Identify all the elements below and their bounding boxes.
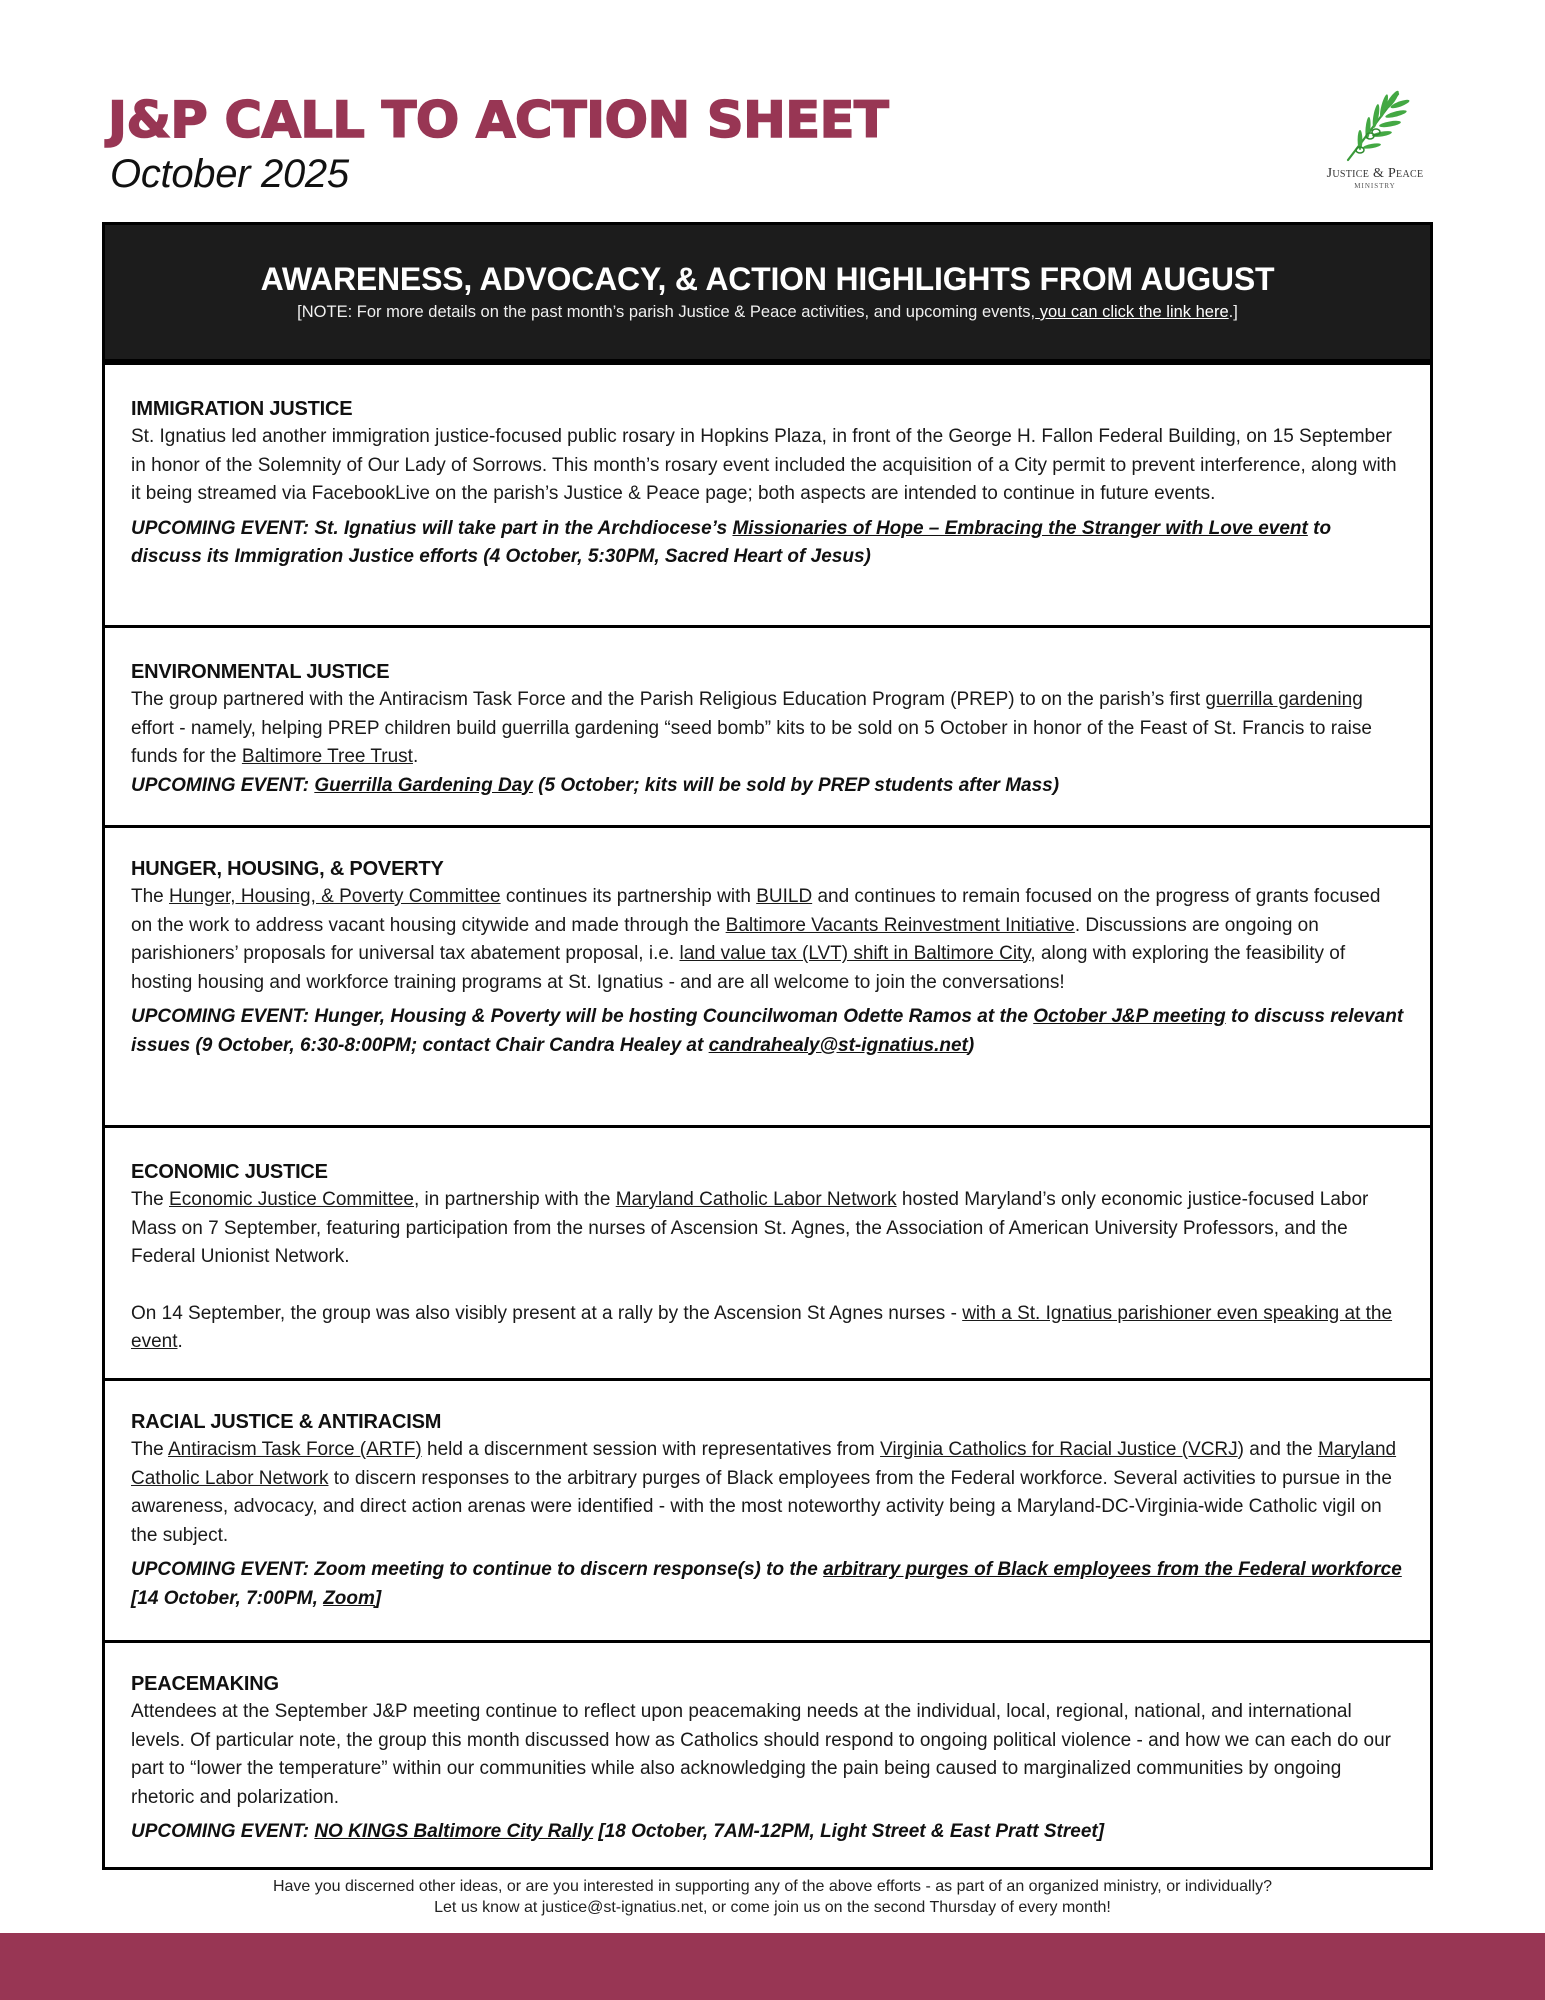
banner-title: AWARENESS, ADVOCACY, & ACTION HIGHLIGHTS FROM AUGUST xyxy=(260,261,1275,297)
section-heading: RACIAL JUSTICE & ANTIRACISM xyxy=(131,1411,442,1433)
section-immigration-justice xyxy=(105,362,1430,615)
section-hunger-housing-poverty xyxy=(105,825,1430,1125)
arbitrary-purges-link[interactable]: arbitrary purges of Black employees from the Federal workforce xyxy=(823,1559,1402,1580)
section-environmental-justice xyxy=(105,625,1430,825)
body-text: , along with exploring the feasibility of hosting housing and workforce training programs at St. Ignatius - and are all welcome to join the conversations! xyxy=(131,943,1346,993)
body-text: . xyxy=(177,1331,183,1352)
event-text: (5 October; kits will be sold by PREP students after Mass) xyxy=(532,774,1060,796)
event-text: to discuss its Immigration Justice efforts (4 October, 5:30PM, Sacred Heart of Jesus) xyxy=(131,517,1332,567)
body-text: The xyxy=(131,886,170,907)
section-heading: HUNGER, HOUSING, & POVERTY xyxy=(131,858,444,880)
guerrilla-gardening-day-link[interactable]: Guerrilla Gardening Day xyxy=(314,774,533,796)
banner-note xyxy=(105,301,1430,323)
upcoming-event xyxy=(131,1556,1404,1613)
logo-subtitle: MINISTRY xyxy=(1354,182,1396,190)
event-text: ) xyxy=(967,1034,975,1056)
banner-note-text: [NOTE: For more details on the past month’s parish Justice & Peace activities, and upcoming events, xyxy=(297,303,1036,321)
upcoming-event xyxy=(131,1818,1404,1847)
section-heading: ENVIRONMENTAL JUSTICE xyxy=(131,661,390,683)
body-text: and continues to remain focused on the progress of grants focused on the work to address vacant housing citywide and made through the xyxy=(131,886,1381,936)
footer-note xyxy=(0,1876,1545,1918)
banner-note-suffix: .] xyxy=(1228,303,1238,321)
section-economic-justice xyxy=(105,1125,1430,1378)
section-heading: ECONOMIC JUSTICE xyxy=(131,1161,328,1183)
section-racial-justice xyxy=(105,1378,1430,1640)
upcoming-event xyxy=(131,1003,1404,1060)
footer-line-2: Let us know at justice@st-ignatius.net, or come join us on the second Thursday of every month! xyxy=(434,1899,1111,1916)
section-heading: IMMIGRATION JUSTICE xyxy=(131,398,353,420)
section-heading: PEACEMAKING xyxy=(131,1673,279,1695)
footer-band xyxy=(0,1933,1545,2000)
body-text: On 14 September, the group was also visibly present at a rally by the Ascension St Agnes nurses - xyxy=(131,1302,963,1324)
event-text: UPCOMING EVENT: xyxy=(131,774,315,796)
olive-branch-icon xyxy=(1340,90,1410,164)
ministry-logo xyxy=(1305,90,1445,200)
body-text: The group partnered with the Antiracism Task Force and the Parish Religious Education Program (PREP) to on the parish’s first xyxy=(131,689,1206,710)
section-body: Attendees at the September J&P meeting continue to reflect upon peacemaking needs at the individual, local, regional, national, and international levels. Of particular note, the group this month discussed how as Catholics should respond to ongoing political violence - and how we can each do our part to “lower the temperature” within our communities while also acknowledging the pain being caused to marginalized communities by ongoing rhetoric and polarization. xyxy=(131,1701,1392,1808)
body-text: ) and the xyxy=(1237,1439,1318,1460)
candra-healy-email-link[interactable]: candrahealy@st-ignatius.net xyxy=(708,1034,968,1056)
body-text: The xyxy=(131,1439,168,1460)
body-text: . xyxy=(412,746,419,767)
upcoming-event xyxy=(131,515,1404,572)
body-text: held a discernment session with representatives from xyxy=(421,1439,881,1460)
logo-name: Justice & Peace xyxy=(1326,166,1424,181)
section-body xyxy=(131,1186,1404,1272)
details-link[interactable]: you can click the link here xyxy=(1035,303,1229,321)
baltimore-tree-trust-link[interactable]: Baltimore Tree Trust xyxy=(241,746,413,767)
footer-line-1: Have you discerned other ideas, or are you interested in supporting any of the above efforts - as part of an organized ministry, or individually? xyxy=(272,1878,1273,1895)
event-text: [18 October, 7AM-12PM, Light Street & East Pratt Street] xyxy=(593,1821,1105,1842)
section-peacemaking xyxy=(105,1640,1430,1867)
land-value-tax-link[interactable]: land value tax (LVT) shift in Baltimore City xyxy=(679,943,1031,964)
section-body-2 xyxy=(131,1300,1404,1357)
page-subtitle-date: October 2025 xyxy=(110,152,349,196)
highlights-box xyxy=(102,222,1433,1870)
body-text: to discern responses to the arbitrary purges of Black employees from the Federal workforce. Several activities to pursue in the awareness, advocacy, and direct action arenas were identified - with the most noteworthy activity being a Maryland-DC-Virginia-wide Catholic vigil on the subject. xyxy=(131,1467,1392,1546)
artf-link[interactable]: Antiracism Task Force (ARTF) xyxy=(167,1439,422,1460)
october-jp-meeting-link[interactable]: October J&P meeting xyxy=(1033,1006,1226,1027)
event-text: UPCOMING EVENT: Hunger, Housing & Poverty will be hosting Councilwoman Odette Ramos at the xyxy=(131,1006,1034,1027)
section-body xyxy=(131,1436,1404,1550)
event-text: ] xyxy=(374,1587,382,1609)
section-body xyxy=(131,686,1404,772)
md-catholic-labor-network-link[interactable]: Maryland Catholic Labor Network xyxy=(615,1189,897,1210)
build-link[interactable]: BUILD xyxy=(756,886,813,907)
guerrilla-gardening-link[interactable]: guerrilla gardening xyxy=(1205,689,1363,710)
event-text: UPCOMING EVENT: xyxy=(131,1821,315,1842)
zoom-link[interactable]: Zoom xyxy=(323,1587,375,1609)
vacants-reinvestment-link[interactable]: Baltimore Vacants Reinvestment Initiative xyxy=(725,914,1075,936)
section-body xyxy=(131,883,1404,997)
event-text: UPCOMING EVENT: St. Ignatius will take part in the Archdiocese’s xyxy=(131,517,733,539)
body-text: effort - namely, helping PREP children build guerrilla gardening “seed bomb” kits to be sold on 5 October in honor of the Feast of St. Francis to raise funds for the xyxy=(131,717,1372,767)
no-kings-rally-link[interactable]: NO KINGS Baltimore City Rally xyxy=(314,1821,594,1842)
body-text: hosted Maryland’s only economic justice-focused Labor Mass on 7 September, featuring participation from the nurses of Ascension St. Agnes, the Association of American University Professors, and the Federal Unionist Network. xyxy=(131,1189,1369,1267)
highlights-banner xyxy=(105,225,1430,362)
parishioner-speaking-link[interactable]: with a St. Ignatius parishioner even speaking at the event xyxy=(131,1302,1393,1352)
event-text: [14 October, 7:00PM, xyxy=(131,1587,324,1609)
md-catholic-labor-network-link[interactable]: Maryland Catholic Labor Network xyxy=(131,1439,1397,1489)
body-text: . Discussions are ongoing on parishioners’ proposals for universal tax abatement proposal, i.e. xyxy=(131,914,1319,964)
event-text: to discuss relevant issues (9 October, 6:30-8:00PM; contact Chair Candra Healey at xyxy=(131,1006,1404,1056)
economic-justice-committee-link[interactable]: Economic Justice Committee xyxy=(169,1189,414,1210)
body-text: , in partnership with the xyxy=(414,1189,616,1210)
upcoming-event xyxy=(131,772,1404,801)
vcrj-link[interactable]: Virginia Catholics for Racial Justice (VCRJ xyxy=(880,1439,1238,1460)
body-text: The xyxy=(131,1189,170,1210)
body-text: continues its partnership with xyxy=(500,886,757,907)
hhp-committee-link[interactable]: Hunger, Housing, & Poverty Committee xyxy=(169,886,501,907)
missionaries-of-hope-link[interactable]: Missionaries of Hope – Embracing the Stranger with Love event xyxy=(732,517,1308,539)
page-title: J&P CALL TO ACTION SHEET xyxy=(108,91,889,149)
section-body: St. Ignatius led another immigration justice-focused public rosary in Hopkins Plaza, in front of the George H. Fallon Federal Building, on 15 September in honor of the Solemnity of Our Lady of Sorrows. This month’s rosary event included the acquisition of a City permit to prevent interference, along with it being streamed via FacebookLive on the parish’s Justice & Peace page; both aspects are intended to continue in future events. xyxy=(131,426,1397,504)
event-text: UPCOMING EVENT: Zoom meeting to continue to discern response(s) to the xyxy=(131,1559,824,1580)
